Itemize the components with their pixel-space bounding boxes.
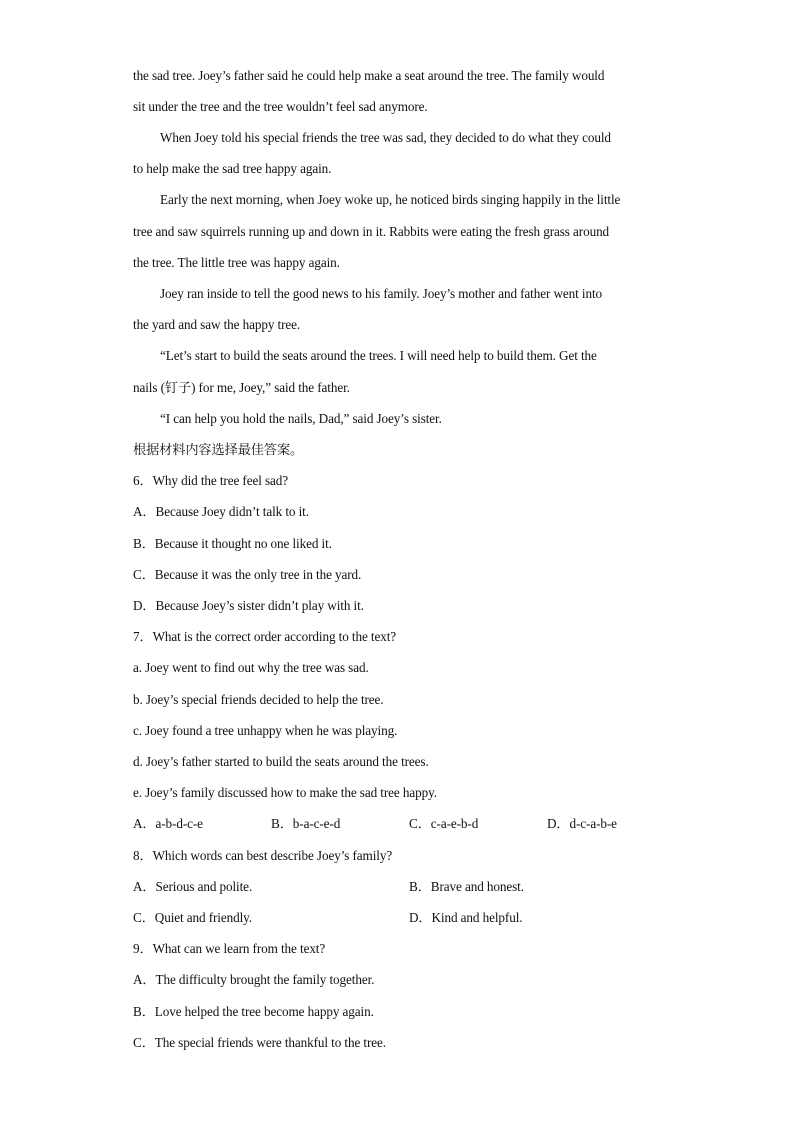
q6-option-c: C．Because it was the only tree in the yard. bbox=[133, 567, 362, 582]
q7-option-d: D．d-c-a-b-e bbox=[547, 816, 617, 831]
q8-option-a: A．Serious and polite. bbox=[133, 879, 253, 894]
instruction: 根据材料内容选择最佳答案。 bbox=[133, 442, 304, 457]
q7-event-d: d. Joey’s father started to build the seats around the trees. bbox=[133, 754, 429, 769]
passage-line: When Joey told his special friends the tree was sad, they decided to do what they could bbox=[160, 130, 611, 145]
q8-option-c: C．Quiet and friendly. bbox=[133, 910, 253, 925]
q7-option-b: B．b-a-c-e-d bbox=[271, 816, 341, 831]
question-8-stem: 8．Which words can best describe Joey’s family? bbox=[133, 848, 393, 863]
q6-option-b: B．Because it thought no one liked it. bbox=[133, 536, 332, 551]
q7-option-c: C．c-a-e-b-d bbox=[409, 816, 479, 831]
question-7-stem: 7．What is the correct order according to the text? bbox=[133, 629, 397, 644]
passage-line: the yard and saw the happy tree. bbox=[133, 317, 301, 332]
passage-line: sit under the tree and the tree wouldn’t feel sad anymore. bbox=[133, 99, 428, 114]
q7-option-a: A．a-b-d-c-e bbox=[133, 816, 203, 831]
q7-event-b: b. Joey’s special friends decided to help the tree. bbox=[133, 692, 384, 707]
q7-event-c: c. Joey found a tree unhappy when he was playing. bbox=[133, 723, 398, 738]
q6-option-d: D．Because Joey’s sister didn’t play with it. bbox=[133, 598, 364, 613]
passage-line: Joey ran inside to tell the good news to his family. Joey’s mother and father went into bbox=[160, 286, 603, 301]
passage-line: nails (钉子) for me, Joey,” said the father. bbox=[133, 380, 350, 395]
question-9-stem: 9．What can we learn from the text? bbox=[133, 941, 326, 956]
q8-option-b: B．Brave and honest. bbox=[409, 879, 524, 894]
q6-option-a: A．Because Joey didn’t talk to it. bbox=[133, 504, 309, 519]
passage-line: the sad tree. Joey’s father said he could help make a seat around the tree. The family would bbox=[133, 68, 605, 83]
q9-option-c: C．The special friends were thankful to the tree. bbox=[133, 1035, 386, 1050]
passage-line: the tree. The little tree was happy again. bbox=[133, 255, 340, 270]
q9-option-b: B．Love helped the tree become happy again. bbox=[133, 1004, 374, 1019]
passage-line: “I can help you hold the nails, Dad,” said Joey’s sister. bbox=[160, 411, 442, 426]
passage-line: Early the next morning, when Joey woke up, he noticed birds singing happily in the little bbox=[160, 192, 621, 207]
passage-line: “Let’s start to build the seats around the trees. I will need help to build them. Get the bbox=[160, 348, 597, 363]
passage-line: tree and saw squirrels running up and down in it. Rabbits were eating the fresh grass around bbox=[133, 224, 610, 239]
passage-line: to help make the sad tree happy again. bbox=[133, 161, 332, 176]
q7-event-e: e. Joey’s family discussed how to make the sad tree happy. bbox=[133, 785, 437, 800]
question-6-stem: 6．Why did the tree feel sad? bbox=[133, 473, 289, 488]
q7-event-a: a. Joey went to find out why the tree was sad. bbox=[133, 660, 369, 675]
q9-option-a: A．The difficulty brought the family together. bbox=[133, 972, 375, 987]
q8-option-d: D．Kind and helpful. bbox=[409, 910, 523, 925]
